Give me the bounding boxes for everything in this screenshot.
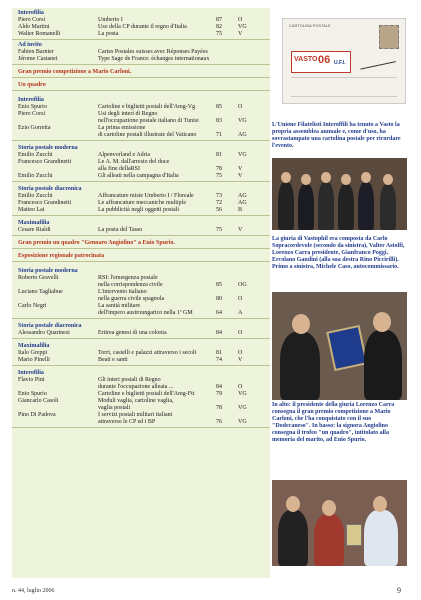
section-title: Storia postale moderna xyxy=(18,145,78,151)
section-title: Interofilia xyxy=(18,370,44,376)
exhibitor-name: Ezio Gorretta xyxy=(18,125,51,131)
gran-premio-quadro-heading: Gran premio un quadro "Gennaro Angiolino" a Enio Spurio. xyxy=(18,240,175,246)
medal: V xyxy=(238,31,243,37)
score: 85 xyxy=(216,104,222,110)
exhibit-title: Gli interi postali di Regno xyxy=(98,377,161,383)
exhibit-title: Affrancature miste Umberto I / Floreale xyxy=(98,193,194,199)
person xyxy=(278,510,308,566)
head xyxy=(383,174,393,185)
score: 56 xyxy=(216,207,222,213)
score: 71 xyxy=(216,132,222,138)
medal: O xyxy=(238,384,243,390)
medal: AG xyxy=(238,200,247,206)
section-divider xyxy=(12,365,270,366)
exhibit-title: attraverso le CP ed i BP xyxy=(98,419,156,425)
exhibit-title: Eritrea genesi di una colonia xyxy=(98,330,167,336)
exhibit-title: Torri, castelli e palazzi attraverso i secoli xyxy=(98,350,197,356)
medal: O xyxy=(238,350,243,356)
exhibit-title: Type Sage de France: échanges internationaux xyxy=(98,56,210,62)
score: 84 xyxy=(216,330,222,336)
award-photo-1 xyxy=(272,292,407,400)
section-divider xyxy=(12,77,270,78)
person xyxy=(318,182,334,230)
postcard-ufi: U.F.I. xyxy=(334,60,346,66)
score: 75 xyxy=(216,173,222,179)
postcard-image xyxy=(282,18,406,104)
head xyxy=(286,496,300,512)
caption-awards: In alto: il presidente della giuria Lorenzo Carra consegna il gran premio competizione a Mario Carloni, che l'ha conquistato con il suo "Dodecaneso". In basso: la signora Angiolino consegna il trofeo "un quadro", intitolato alla memoria del marito, ad Enio Spurio. xyxy=(272,402,395,443)
exhibitor-name: Aldo Martini xyxy=(18,24,50,30)
exhibit-title: nella corrispondenza civile xyxy=(98,282,163,288)
exhibit-title: Cartes Postales suisses avec Réponses Payées xyxy=(98,49,208,55)
medal: O xyxy=(238,330,243,336)
exhibit-title: Cartoline e biglietti postali dell'Amg-Vg xyxy=(98,104,196,110)
score: 82 xyxy=(216,24,222,30)
exhibit-title: Beati e santi xyxy=(98,357,128,363)
section-title: Ad invito xyxy=(18,42,42,48)
medal: VG xyxy=(238,152,247,158)
exhibitor-name: Piero Corsi xyxy=(18,17,46,23)
score: 79 xyxy=(216,391,222,397)
results-column xyxy=(12,8,270,578)
person xyxy=(314,514,344,566)
score: 83 xyxy=(216,118,222,124)
exhibitor-name: Jérome Castanet xyxy=(18,56,58,62)
exhibit-title: dell'impero austroungarico nella 1ª GM xyxy=(98,310,193,316)
head xyxy=(373,312,391,332)
head xyxy=(322,500,336,516)
exhibit-title: La pubblicità negli oggetti postali xyxy=(98,207,179,213)
exhibitor-name: Francesco Grandinetti xyxy=(18,159,72,165)
jury-photo xyxy=(272,158,407,230)
score: 74 xyxy=(216,357,222,363)
medal: OG xyxy=(238,282,247,288)
medal: V xyxy=(238,166,243,172)
section-divider xyxy=(12,215,270,216)
section-title: Storia postale diacronica xyxy=(18,186,82,192)
exhibit-title: Alpenvorland e Adria xyxy=(98,152,150,158)
exhibitor-name: Piero Corsi xyxy=(18,111,46,117)
caption-postcard: L'Unione Filatelisti Interoffili ha tenuto a Vasto la propria assemblea annuale e, come d'uso, ha sovrastampato una cartolina postale per ricordare l'evento. xyxy=(272,122,401,149)
head xyxy=(281,172,291,183)
medal: VG xyxy=(238,391,247,397)
section-divider xyxy=(12,140,270,141)
score: 78 xyxy=(216,166,222,172)
exhibitor-name: Emilio Zucchi xyxy=(18,173,53,179)
medal: VG xyxy=(238,118,247,124)
exhibit-title: Usi degli interi di Regno xyxy=(98,111,158,117)
section-divider xyxy=(12,39,270,40)
exhibit-title: I servizi postali militari italiani xyxy=(98,412,173,418)
medal: O xyxy=(238,17,243,23)
exhibitor-name: Emilio Zucchi xyxy=(18,193,53,199)
award-photo-2 xyxy=(272,480,407,566)
gran-premio-heading: Gran premio competizione a Mario Carloni. xyxy=(18,69,132,75)
score: 75 xyxy=(216,31,222,37)
exhibitor-name: Emilio Zucchi xyxy=(18,152,53,158)
postcard-lines xyxy=(291,77,397,97)
medal: VG xyxy=(238,405,247,411)
exhibit-title: Le affrancature meccaniche multiple xyxy=(98,200,187,206)
medal: V xyxy=(238,357,243,363)
medal: AG xyxy=(238,132,247,138)
section-title: Interofilia xyxy=(18,10,44,16)
head xyxy=(341,174,351,185)
person xyxy=(278,182,294,230)
section-title: Maximafilia xyxy=(18,343,50,349)
exhibit-title: La posta xyxy=(98,31,119,37)
exhibitor-name: Roberto Gravelli xyxy=(18,275,59,281)
medal: O xyxy=(238,104,243,110)
exhibitor-name: Walter Romanelli xyxy=(18,31,61,37)
exhibitor-name: Enio Spurio xyxy=(18,391,47,397)
exhibitor-name: Pino Di Padova xyxy=(18,412,56,418)
caption-jury: La giuria di Vastophil era composta da Carlo Sopracordevole (secondo da sinistra), Valter Astolfi, Lorenzo Carra presidente, Gianfranco Poggi, Ercolano Gandini (alla sua destra Rino Piccirilli). Primo a sinistra, Michele Caso, autocommissario. xyxy=(272,236,405,270)
medal: VG xyxy=(238,419,247,425)
exhibitor-name: Giancarlo Casoli xyxy=(18,398,59,404)
trophy xyxy=(346,524,362,546)
exhibitor-name: Enio Spurio xyxy=(18,104,47,110)
exhibitor-name: Carlo Negri xyxy=(18,303,47,309)
un-quadro-heading: Un quadro xyxy=(18,82,46,88)
section-divider xyxy=(12,248,270,249)
exhibitor-name: Luciano Tagliabue xyxy=(18,289,63,295)
section-divider xyxy=(12,338,270,339)
exhibit-title: di cartoline postali illustrate del Vaticano xyxy=(98,132,197,138)
section-divider xyxy=(12,318,270,319)
section-title: Storia postale moderna xyxy=(18,268,78,274)
postcard-title: CARTOLINA POSTALE xyxy=(289,23,331,28)
exhibit-title: La posta del Tasso xyxy=(98,227,143,233)
medal: O xyxy=(238,296,243,302)
score: 73 xyxy=(216,193,222,199)
exhibit-title: Le A. M. dall'arresto del duce xyxy=(98,159,170,165)
person xyxy=(338,184,354,230)
medal: A xyxy=(238,310,243,316)
section-title: Interofilia xyxy=(18,97,44,103)
head xyxy=(321,172,331,183)
exhibitor-name: Alessandro Quarinesi xyxy=(18,330,70,336)
score: 87 xyxy=(216,17,222,23)
exhibitor-name: Mario Pinelli xyxy=(18,357,50,363)
score: 72 xyxy=(216,200,222,206)
head xyxy=(373,496,387,512)
section-title: Storia postale diacronica xyxy=(18,323,82,329)
section-divider xyxy=(12,261,270,262)
person xyxy=(364,330,402,400)
medal: B xyxy=(238,207,243,213)
exhibit-title: alla fine dellaRSI xyxy=(98,166,140,172)
exhibit-title: durante l'occupazione alleata ... xyxy=(98,384,174,390)
exhibitor-name: Fabien Barnier xyxy=(18,49,54,55)
exhibit-title: La sanità militare xyxy=(98,303,140,309)
score: 78 xyxy=(216,405,222,411)
score: 81 xyxy=(216,350,222,356)
score: 85 xyxy=(216,282,222,288)
exhibit-title: La prima emissione xyxy=(98,125,146,131)
section-title: Maximafilia xyxy=(18,220,50,226)
exhibit-title: nell'occupazione postale italiano di Tunisi xyxy=(98,118,199,124)
exhibitor-name: Matteo Lai xyxy=(18,207,45,213)
person xyxy=(364,510,398,566)
section-divider xyxy=(12,64,270,65)
score: 84 xyxy=(216,384,222,390)
score: 64 xyxy=(216,310,222,316)
exhibit-title: Uso della CP durante il regno d'Italia xyxy=(98,24,187,30)
exhibit-title: RSI: l'emergenza postale xyxy=(98,275,158,281)
exhibitor-name: Francesco Grandinetti xyxy=(18,200,72,206)
footer-issue: n. 44, luglio 2006 xyxy=(12,588,55,594)
head xyxy=(301,174,311,185)
postcard-vasto: VASTO xyxy=(294,56,318,63)
section-divider xyxy=(12,90,270,91)
medal: V xyxy=(238,227,243,233)
person xyxy=(298,184,314,230)
person xyxy=(380,184,396,230)
postcard-stamp xyxy=(379,25,399,49)
exhibit-title: L'intervento italiano xyxy=(98,289,147,295)
section-divider xyxy=(12,181,270,182)
medal: V xyxy=(238,173,243,179)
person xyxy=(358,182,374,230)
medal: AG xyxy=(238,193,247,199)
exhibitor-name: Flavio Pini xyxy=(18,377,45,383)
exhibit-title: Moduli vaglia, cartoline vaglia, xyxy=(98,398,174,404)
score: 81 xyxy=(216,152,222,158)
exhibit-title: Gli alleati nella campagna d'Italia xyxy=(98,173,179,179)
postcard-banner xyxy=(291,51,351,73)
medal: VG xyxy=(238,24,247,30)
esposizione-heading: Esposizione regionale patrocinata xyxy=(18,253,105,259)
exhibitor-name: Cesare Rialdi xyxy=(18,227,51,233)
score: 80 xyxy=(216,296,222,302)
score: 76 xyxy=(216,419,222,425)
section-divider xyxy=(12,235,270,236)
postcard-signature xyxy=(358,51,396,69)
award-plaque xyxy=(326,325,368,371)
person xyxy=(280,332,320,400)
exhibit-title: vaglia postali xyxy=(98,405,131,411)
score: 75 xyxy=(216,227,222,233)
head xyxy=(292,314,310,334)
postcard-year: 06 xyxy=(318,54,331,66)
exhibit-title: Umberto I xyxy=(98,17,123,23)
exhibit-title: Cartoline e biglietti postali dell'Amg-Ftt xyxy=(98,391,195,397)
section-divider xyxy=(12,427,270,428)
exhibitor-name: Italo Greppi xyxy=(18,350,48,356)
exhibit-title: nella guerra civile spagnola xyxy=(98,296,165,302)
head xyxy=(361,172,371,183)
page-number: 9 xyxy=(397,586,401,595)
